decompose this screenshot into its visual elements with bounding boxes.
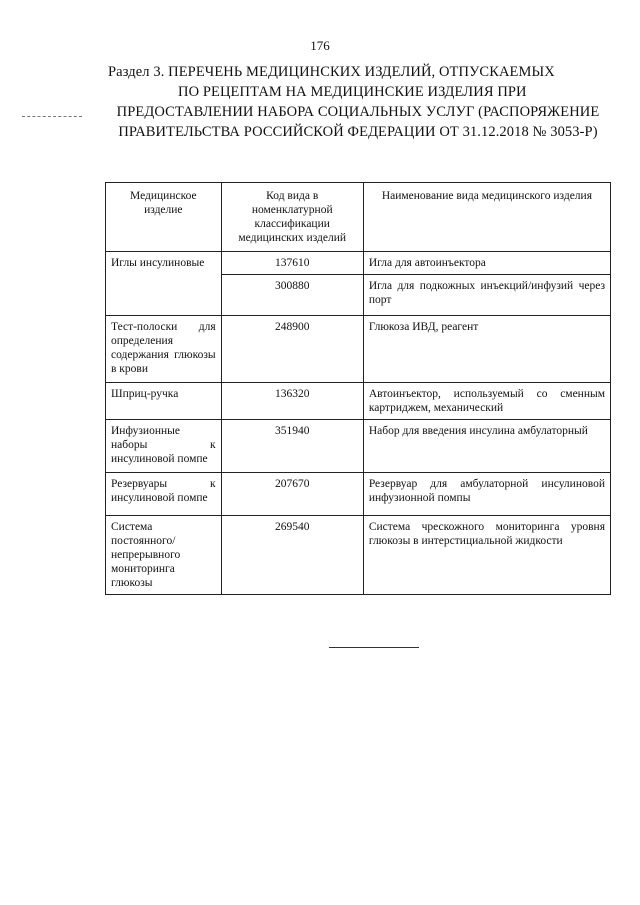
table-row (106, 516, 611, 595)
table-row (106, 252, 611, 275)
cell-code: 351940 (221, 420, 363, 473)
cell-device: Инфузионные наборы к инсулиновой помпе (106, 420, 222, 473)
table-row (106, 316, 611, 383)
cell-name: Система чрескожного мониторинга уровня глюкозы в интерстициальной жидкости (363, 516, 610, 595)
table-header-row (106, 183, 611, 252)
cell-device: Иглы инсулиновые (106, 252, 222, 316)
cell-code: 300880 (221, 275, 363, 316)
page-number: 176 (310, 38, 330, 53)
cell-code: 207670 (221, 473, 363, 516)
section-title-line-2: ПО РЕЦЕПТАМ НА МЕДИЦИНСКИЕ ИЗДЕЛИЯ ПРИ (178, 84, 527, 100)
cell-code: 269540 (221, 516, 363, 595)
footnote-rule (329, 647, 419, 648)
cell-device: Система постоянного/непрерывного мониторинга глюкозы (106, 516, 222, 595)
scan-artifact-line (22, 116, 82, 117)
cell-name: Игла для подкожных инъекций/инфузий через порт (363, 275, 610, 316)
table-row (106, 473, 611, 516)
cell-name: Резервуар для амбулаторной инсулиновой инфузионной помпы (363, 473, 610, 516)
table-row (106, 420, 611, 473)
section-title (108, 62, 608, 142)
cell-name: Игла для автоинъектора (363, 252, 610, 275)
header-name: Наименование вида медицинского изделия (363, 183, 610, 252)
cell-name: Автоинъектор, используемый со сменным картриджем, механический (363, 383, 610, 420)
section-title-line-1: Раздел 3. ПЕРЕЧЕНЬ МЕДИЦИНСКИХ ИЗДЕЛИЙ, ОТПУСКАЕМЫХ (108, 64, 555, 80)
cell-code: 248900 (221, 316, 363, 383)
cell-device: Тест-полоски для определения содержания глюкозы в крови (106, 316, 222, 383)
header-code: Код вида в номенклатурной классификации медицинских изделий (221, 183, 363, 252)
table-row (106, 383, 611, 420)
section-title-line-4: ПРАВИТЕЛЬСТВА РОССИЙСКОЙ ФЕДЕРАЦИИ ОТ 31.12.2018 № 3053-Р) (118, 124, 598, 140)
cell-code: 137610 (221, 252, 363, 275)
cell-name: Набор для введения инсулина амбулаторный (363, 420, 610, 473)
medical-devices-table (105, 182, 611, 595)
header-device: Медицинское изделие (106, 183, 222, 252)
section-title-line-3: ПРЕДОСТАВЛЕНИИ НАБОРА СОЦИАЛЬНЫХ УСЛУГ (РАСПОРЯЖЕНИЕ (116, 104, 600, 120)
cell-device: Резервуары к инсулиновой помпе (106, 473, 222, 516)
cell-device: Шприц-ручка (106, 383, 222, 420)
cell-code: 136320 (221, 383, 363, 420)
cell-name: Глюкоза ИВД, реагент (363, 316, 610, 383)
